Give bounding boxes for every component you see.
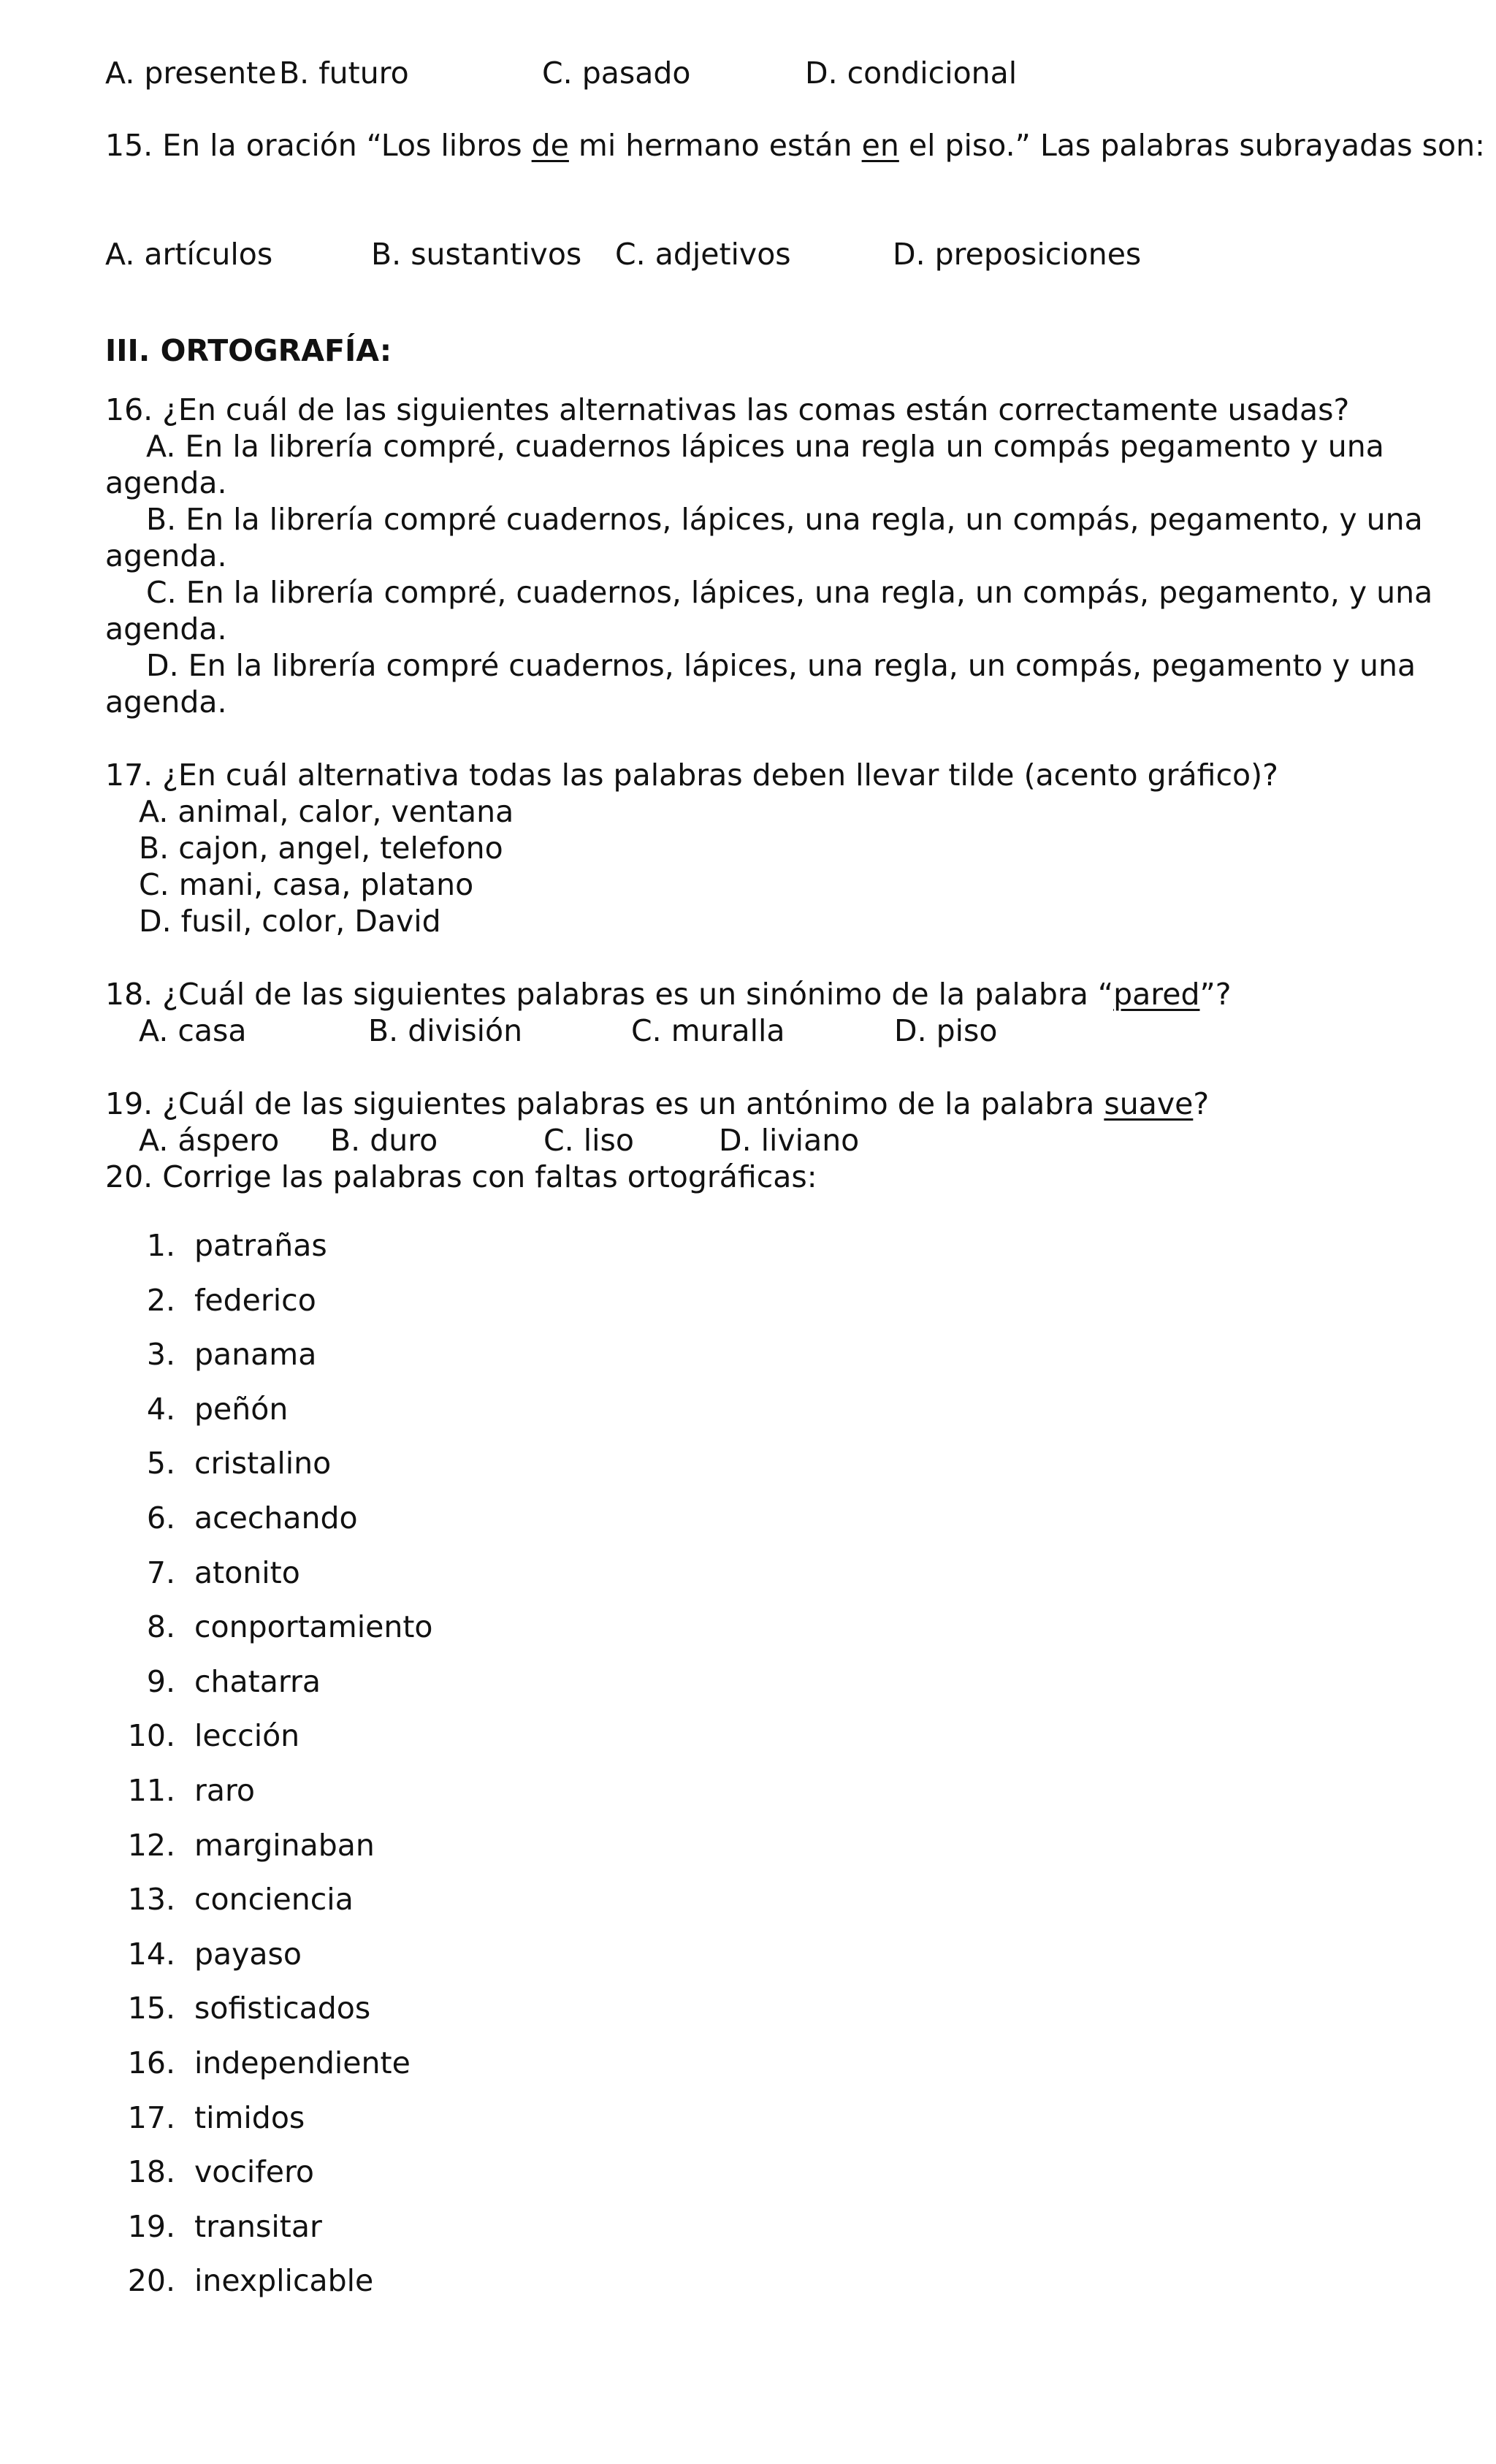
q16-option-c-line2: agenda. <box>105 611 227 646</box>
list-item-number: 10. <box>127 1718 175 1753</box>
q15-underlined-en: en <box>861 128 899 163</box>
list-item-number: 4. <box>146 1392 175 1427</box>
list-item-number: 20. <box>127 2263 175 2298</box>
q15-option-c: C. adjetivos <box>615 237 791 272</box>
q18-question <box>105 976 1232 1012</box>
list-item-word: conportamiento <box>194 1609 433 1644</box>
list-item-number: 11. <box>127 1773 175 1808</box>
q19-question <box>105 1086 1209 1122</box>
list-item-word: lección <box>194 1718 300 1753</box>
q16-option-d-line1: D. En la librería compré cuadernos, lápices, una regla, un compás, pegamento y una <box>146 648 1416 683</box>
list-item-word: federico <box>194 1283 316 1318</box>
list-item-word: payaso <box>194 1937 302 1972</box>
list-item-number: 2. <box>146 1283 175 1318</box>
q18-underlined-word: pared <box>1113 977 1200 1012</box>
q15-option-d: D. preposiciones <box>893 237 1142 272</box>
list-item-word: timidos <box>194 2100 305 2135</box>
q14-option-a: A. presente <box>105 56 277 91</box>
q16-option-d-line2: agenda. <box>105 684 227 720</box>
list-item-word: sofisticados <box>194 1991 371 2026</box>
q18-text-prefix: 18. ¿Cuál de las siguientes palabras es un sinónimo de la palabra “ <box>105 977 1114 1012</box>
q19-option-c: C. liso <box>543 1123 634 1158</box>
q15-underlined-de: de <box>531 128 569 163</box>
q19-option-a: A. áspero <box>139 1123 280 1158</box>
q17-question: 17. ¿En cuál alternativa todas las palabras deben llevar tilde (acento gráfico)? <box>105 758 1278 793</box>
q14-option-c: C. pasado <box>542 56 691 91</box>
q18-option-d: D. piso <box>894 1013 998 1048</box>
q15-option-b: B. sustantivos <box>371 237 582 272</box>
list-item-word: atonito <box>194 1555 300 1590</box>
list-item-number: 12. <box>127 1828 175 1863</box>
q18-text-suffix: ”? <box>1199 977 1232 1012</box>
list-item-number: 17. <box>127 2100 175 2135</box>
list-item-number: 16. <box>127 2045 175 2080</box>
list-item-word: inexplicable <box>194 2263 374 2298</box>
q19-option-d: D. liviano <box>719 1123 860 1158</box>
q14-option-d: D. condicional <box>805 56 1018 91</box>
q18-option-a: A. casa <box>139 1013 247 1048</box>
q16-option-c-line1: C. En la librería compré, cuadernos, lápices, una regla, un compás, pegamento, y una <box>146 575 1433 610</box>
q16-option-b-line2: agenda. <box>105 538 227 573</box>
list-item-word: peñón <box>194 1392 289 1427</box>
q19-text-prefix: 19. ¿Cuál de las siguientes palabras es un antónimo de la palabra <box>105 1086 1104 1121</box>
q16-option-a-line2: agenda. <box>105 465 227 500</box>
list-item-number: 19. <box>127 2209 175 2244</box>
list-item-word: independiente <box>194 2045 411 2080</box>
q15-text-mid: mi hermano están <box>568 128 862 163</box>
q15-text-suffix: el piso.” Las palabras subrayadas son: <box>898 128 1485 163</box>
list-item-number: 1. <box>146 1228 175 1263</box>
q16-option-b-line1: B. En la librería compré cuadernos, lápices, una regla, un compás, pegamento, y una <box>146 502 1423 537</box>
q19-option-b: B. duro <box>330 1123 438 1158</box>
list-item-number: 15. <box>127 1991 175 2026</box>
q18-option-b: B. división <box>368 1013 523 1048</box>
list-item-number: 7. <box>146 1555 175 1590</box>
q20-question: 20. Corrige las palabras con faltas ortográficas: <box>105 1159 817 1194</box>
list-item-word: raro <box>194 1773 256 1808</box>
list-item-number: 3. <box>146 1337 175 1372</box>
list-item-word: marginaban <box>194 1828 375 1863</box>
q16-option-a-line1: A. En la librería compré, cuadernos lápices una regla un compás pegamento y una <box>146 429 1384 464</box>
list-item-word: conciencia <box>194 1882 354 1917</box>
q15-text-prefix: 15. En la oración “Los libros <box>105 128 532 163</box>
q14-option-b: B. futuro <box>279 56 409 91</box>
list-item-word: cristalino <box>194 1446 332 1481</box>
list-item-number: 18. <box>127 2154 175 2189</box>
list-item-word: patrañas <box>194 1228 327 1263</box>
list-item-word: panama <box>194 1337 317 1372</box>
list-item-word: vocifero <box>194 2154 314 2189</box>
list-item-word: chatarra <box>194 1664 321 1699</box>
list-item-number: 13. <box>127 1882 175 1917</box>
list-item-word: acechando <box>194 1500 358 1536</box>
list-item-word: transitar <box>194 2209 322 2244</box>
q17-option-d: D. fusil, color, David <box>139 904 441 939</box>
q17-option-a: A. animal, calor, ventana <box>139 794 514 829</box>
list-item-number: 8. <box>146 1609 175 1644</box>
list-item-number: 14. <box>127 1937 175 1972</box>
q17-option-c: C. mani, casa, platano <box>139 867 474 902</box>
list-item-number: 5. <box>146 1446 175 1481</box>
q17-option-b: B. cajon, angel, telefono <box>139 831 503 866</box>
q19-underlined-word: suave <box>1104 1086 1194 1121</box>
section-title: III. ORTOGRAFÍA: <box>105 333 392 368</box>
q15-option-a: A. artículos <box>105 237 273 272</box>
q19-text-suffix: ? <box>1193 1086 1210 1121</box>
q16-question: 16. ¿En cuál de las siguientes alternativas las comas están correctamente usadas? <box>105 392 1350 427</box>
list-item-number: 9. <box>146 1664 175 1699</box>
q18-option-c: C. muralla <box>631 1013 785 1048</box>
list-item-number: 6. <box>146 1500 175 1536</box>
q15-question <box>105 127 1485 164</box>
